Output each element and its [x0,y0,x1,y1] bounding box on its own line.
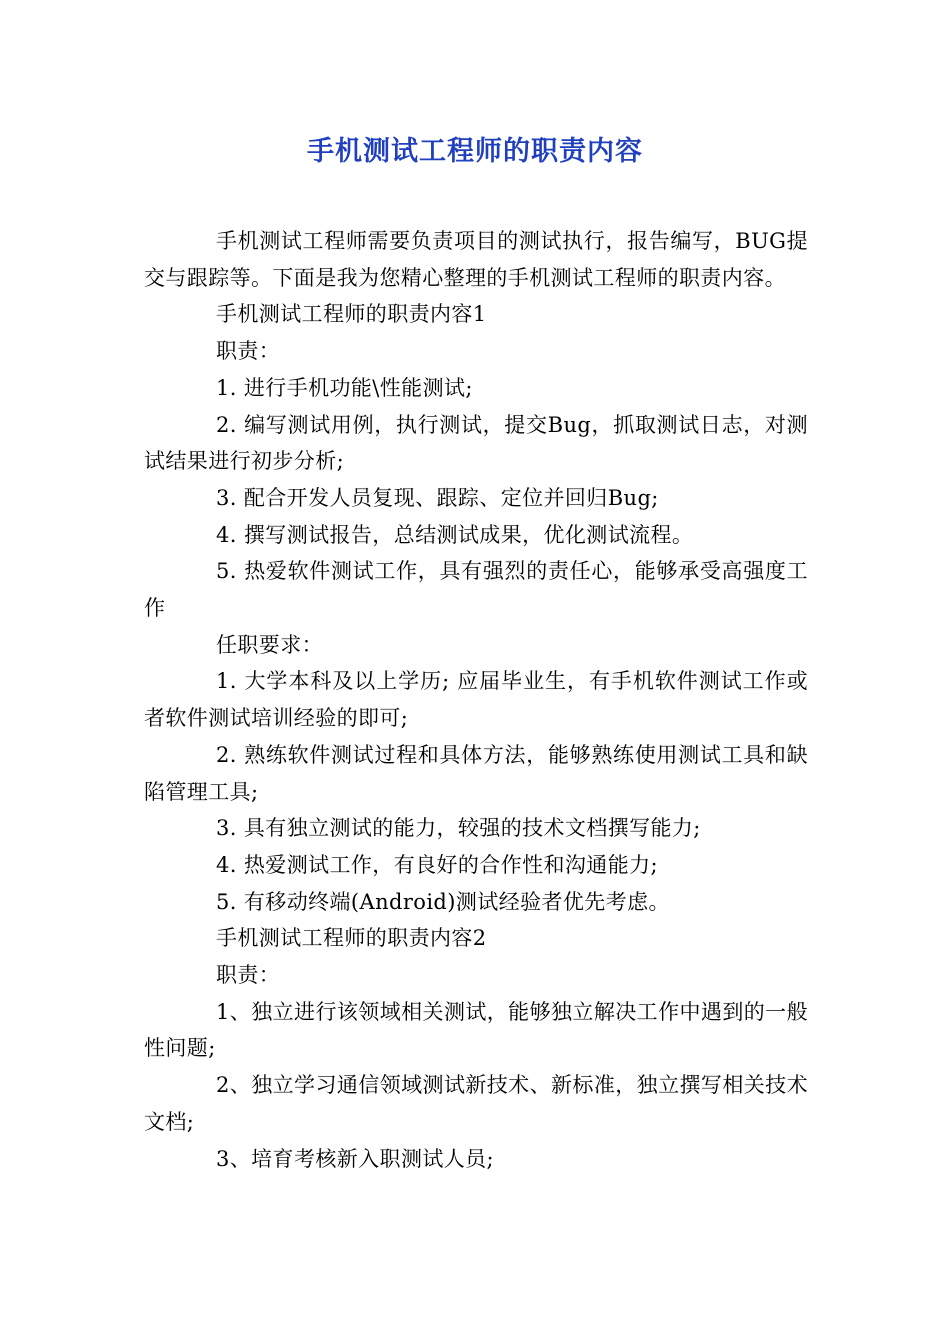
section-heading-1: 手机测试工程师的职责内容1 [216,302,487,327]
duties-label: 职责： [216,963,281,988]
duty-item: 2. 编写测试用例，执行测试，提交Bug，抓取测试日志，对测试结果进行初步分析; [144,412,808,474]
duty-item: 3. 配合开发人员复现、跟踪、定位并回归Bug; [216,485,659,510]
requirement-item: 1. 大学本科及以上学历; 应届毕业生，有手机软件测试工作或者软件测试培训经验的即可; [144,669,808,731]
requirement-item: 5. 有移动终端(Android)测试经验者优先考虑。 [216,889,670,914]
duties-label: 职责： [216,339,281,364]
requirement-item: 2. 熟练软件测试过程和具体方法，能够熟练使用测试工具和缺陷管理工具; [144,742,808,804]
duty-item: 1、独立进行该领域相关测试，能够独立解决工作中遇到的一般性问题; [144,999,808,1061]
duty-item: 1. 进行手机功能\性能测试; [216,375,473,400]
document-title: 手机测试工程师的职责内容 [307,136,643,167]
duty-item: 2、独立学习通信领域测试新技术、新标准，独立撰写相关技术文档; [144,1073,808,1134]
duty-item: 4. 撰写测试报告，总结测试成果，优化测试流程。 [216,522,694,547]
duty-item: 5. 热爱软件测试工作，具有强烈的责任心，能够承受高强度工作 [144,559,808,621]
requirement-item: 3. 具有独立测试的能力，较强的技术文档撰写能力; [216,816,701,841]
document-body [144,223,808,1177]
section-heading-2: 手机测试工程师的职责内容2 [216,926,487,951]
requirement-item: 4. 热爱测试工作，有良好的合作性和沟通能力; [216,852,658,877]
duty-item: 3、培育考核新入职测试人员; [216,1146,495,1171]
intro-paragraph: 手机测试工程师需要负责项目的测试执行，报告编写，BUG提交与跟踪等。下面是我为您精心整理的手机测试工程师的职责内容。 [144,229,808,290]
requirements-label: 任职要求： [216,632,323,657]
